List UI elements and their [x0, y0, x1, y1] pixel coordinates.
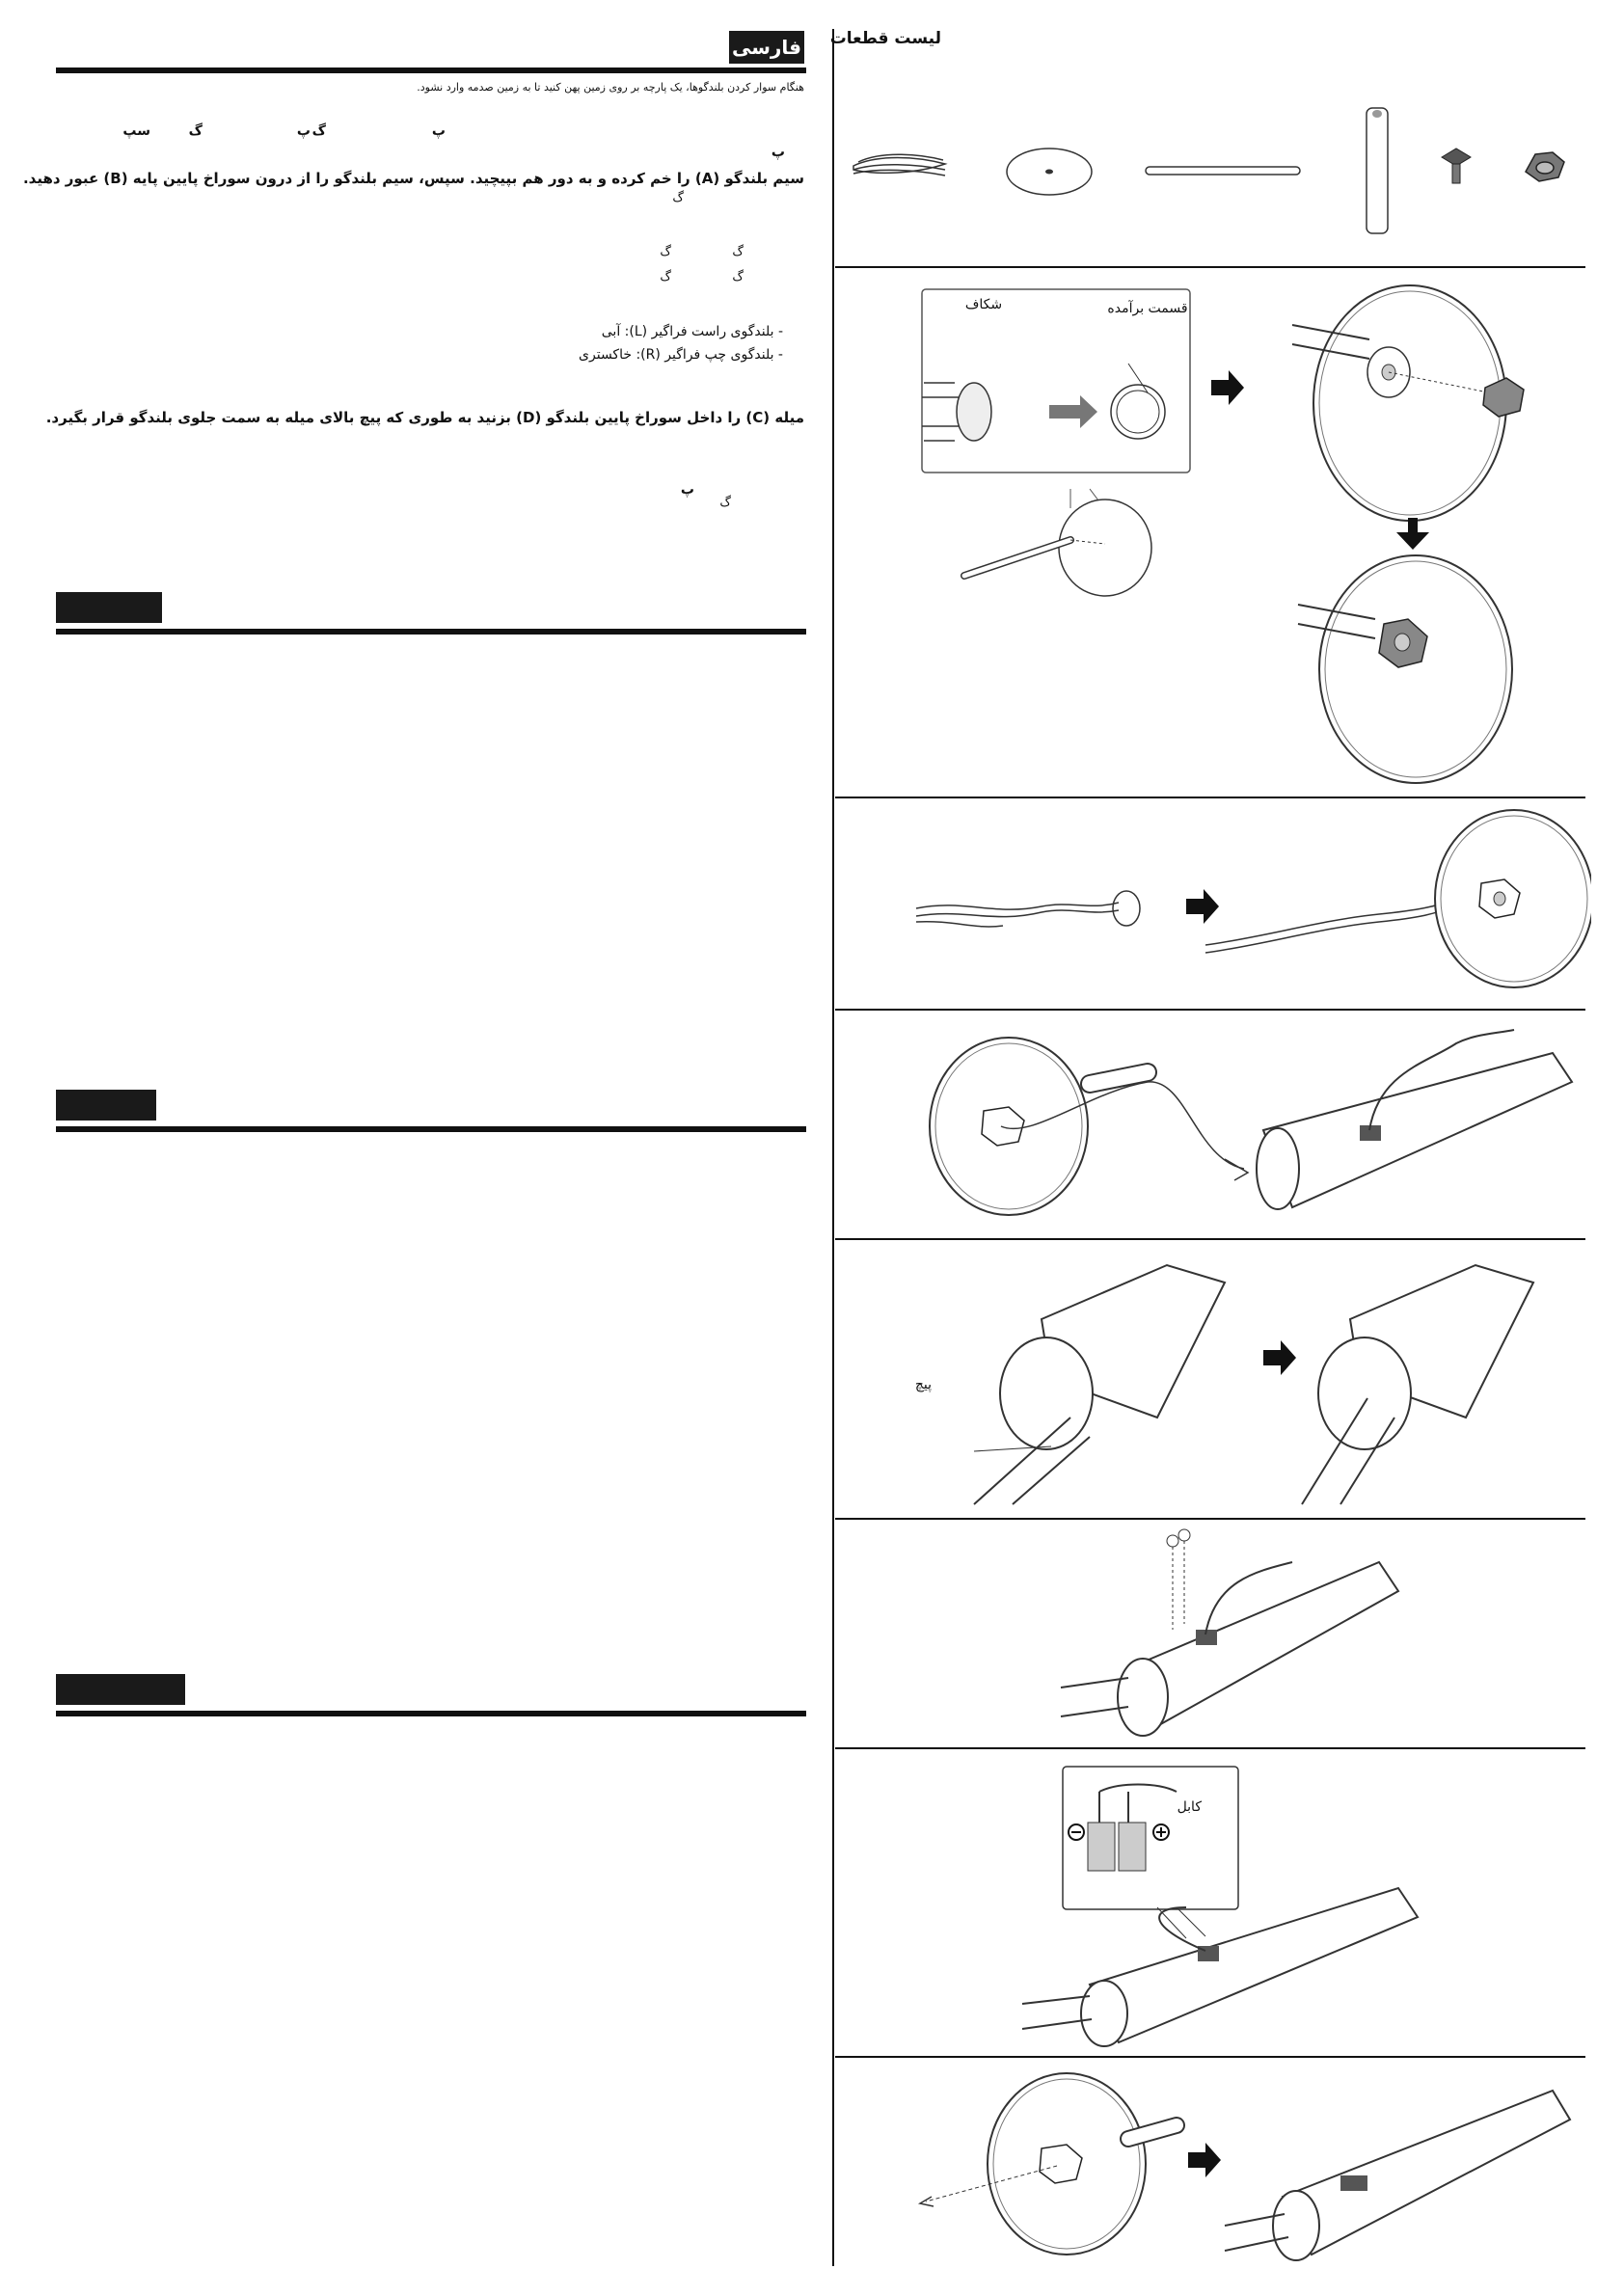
section-rule [56, 1711, 806, 1716]
color-row: گ [732, 270, 744, 284]
pole-rod [1146, 167, 1300, 175]
step-pole-text: میله (C) را داخل سوراخ پایین بلندگو (D) بزنید به طوری که پیچ بالای میله به سمت جلوی بلندگو قرار بگیرد. [45, 409, 804, 426]
color-row: گ [660, 270, 671, 284]
color-row: گ [660, 245, 671, 259]
pole-tube [1367, 108, 1388, 233]
bullet-right-surround: - بلندگوی راست فراگیر (L): آبی [601, 324, 783, 339]
fasten-screws-figure [839, 1524, 1591, 1743]
step-pole-sub: گ [719, 496, 731, 510]
connect-terminals-figure [839, 1753, 1591, 2050]
callout-protrusion-label: قسمت برآمده [1107, 301, 1188, 316]
section-tag [56, 592, 162, 623]
route-wire-figure [839, 1014, 1591, 1232]
step-wire-sub: گ [672, 191, 684, 205]
panel-divider [835, 797, 1585, 798]
panel-divider [835, 266, 1585, 268]
speaker-body [1318, 1265, 1533, 1449]
base-assembly-figure [839, 272, 1591, 793]
heading-fragment: گ [311, 123, 326, 139]
arrow-down-icon [1396, 518, 1429, 550]
section-rule [56, 1126, 806, 1132]
panel-divider [835, 2056, 1585, 2058]
panel-divider [835, 1518, 1585, 1520]
arrow-right-icon [1186, 889, 1219, 924]
heading-fragment: پ [431, 123, 446, 139]
bullet-left-surround: - بلندگوی چپ فراگیر (R): خاکستری [579, 347, 783, 363]
pull-wire-figure [839, 2062, 1591, 2264]
section-rule [56, 629, 806, 635]
callout-slot-label: شکاف [964, 297, 1003, 312]
speaker-body [1000, 1265, 1225, 1449]
screw [1442, 149, 1471, 183]
cable-label: کابل [1177, 1799, 1202, 1815]
language-tab: فارسی [729, 31, 804, 64]
step-wire-text: سیم بلندگو (A) را خم کرده و به دور هم بپیچید. سپس، سیم بلندگو را از درون سوراخ پایین پایه (B) عبور دهید. [22, 170, 804, 187]
section-tag [56, 1090, 156, 1121]
speaker-body [1257, 1053, 1572, 1209]
intro-note: هنگام سوار کردن بلندگوها، یک پارچه بر روی زمین پهن کنید تا به زمین صدمه وارد نشود. [417, 81, 804, 94]
heading-fragment: سپ [122, 123, 150, 139]
knob-nut [1526, 152, 1564, 181]
insert-pole-figure [839, 1244, 1591, 1514]
heading-fragment: گ [188, 123, 203, 139]
header-rule [56, 68, 806, 73]
base-disc [1292, 285, 1524, 521]
screw [1167, 1529, 1190, 1547]
panel-divider [835, 1238, 1585, 1240]
speaker-wire-coil [853, 154, 945, 176]
arrow-right-icon [1188, 2143, 1221, 2177]
step-marker: پ [680, 482, 694, 498]
screw-label: پیچ [914, 1377, 932, 1392]
step-marker: پ [771, 145, 785, 160]
panel-divider [835, 1009, 1585, 1011]
section-tag [56, 1674, 185, 1705]
heading-fragment: پ [296, 123, 311, 139]
base-disc [1298, 555, 1512, 783]
arrow-right-icon [1211, 370, 1244, 405]
arrow-right-icon [1263, 1340, 1296, 1375]
parts-list-title: لیست قطعات [829, 29, 941, 48]
column-divider [832, 29, 834, 2266]
detail-callout [922, 289, 1190, 473]
parts-list-figure [839, 87, 1591, 260]
base-disc [1059, 500, 1151, 596]
twist-wire-figure [839, 802, 1591, 1005]
color-row: گ [732, 245, 744, 259]
panel-divider [835, 1747, 1585, 1749]
